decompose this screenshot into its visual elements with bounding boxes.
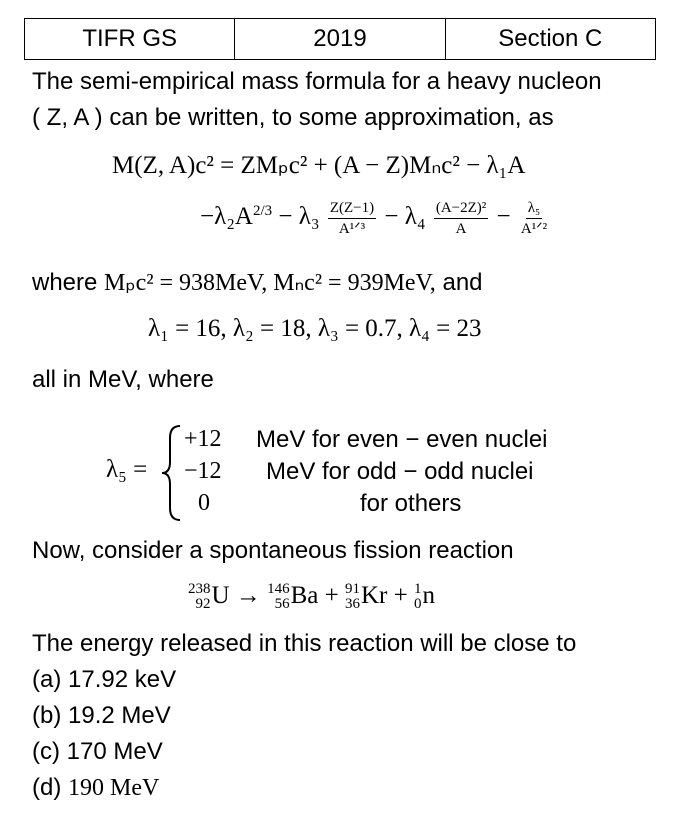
option-c-value: 170 MeV: [66, 738, 163, 765]
reaction-plus-2: +: [387, 582, 414, 609]
lambda5-case-3-desc: for others: [360, 490, 462, 517]
fraction-pairing-num: λ₅: [526, 200, 543, 219]
lambda5-case-2-desc: MeV for odd − odd nuclei: [266, 458, 534, 485]
units-line: all in MeV, where: [32, 366, 214, 393]
lambda5-case-1-value: +12: [184, 426, 222, 452]
uranium-indices: [188, 582, 211, 612]
intro-line-2: ( Z, A ) can be written, to some approximation, as: [32, 104, 554, 131]
question-text: The energy released in this reaction will be close to: [32, 630, 577, 657]
where-masses: Mₚc² = 938MeV, Mₙc² = 939MeV,: [104, 270, 436, 296]
neutron-mass-number: 1: [413, 581, 422, 598]
neutron-symbol: n: [422, 582, 435, 609]
uranium-mass-number: 238: [188, 581, 211, 598]
fission-intro: Now, consider a spontaneous fission reaction: [32, 537, 514, 564]
option-b: [32, 702, 171, 730]
formula-minus-l3: − λ₃: [272, 203, 320, 231]
left-brace-icon: [160, 424, 184, 522]
barium-indices: [267, 582, 290, 612]
fraction-asymmetry-den: A: [455, 220, 467, 237]
reaction-arrow: →: [229, 582, 268, 609]
lambda5-case-1-desc: MeV for even − even nuclei: [256, 426, 548, 453]
krypton-symbol: Kr: [360, 582, 388, 609]
header-table: [24, 18, 656, 60]
fraction-asymmetry-num: (A−2Z)²: [434, 200, 488, 219]
option-a: [32, 666, 176, 694]
fission-reaction: [188, 582, 435, 612]
fraction-asymmetry: [434, 200, 488, 237]
lambdas-line: λ₁ = 16, λ₂ = 18, λ₃ = 0.7, λ₄ = 23: [148, 315, 482, 342]
barium-mass-number: 146: [267, 581, 290, 598]
option-d-label: (d): [32, 774, 68, 801]
barium-atomic-number: 56: [274, 596, 290, 613]
formula-line-1: M(Z, A)c² = ZMₚc² + (A − Z)Mₙc² − λ₁A: [112, 152, 526, 179]
where-pre: where: [32, 269, 105, 296]
header-year: 2019: [235, 19, 445, 60]
krypton-atomic-number: 36: [344, 596, 360, 613]
option-a-label: (a): [32, 666, 68, 693]
lambda5-lhs: λ₅ =: [106, 456, 148, 483]
option-c: [32, 738, 163, 766]
krypton-indices: [345, 582, 360, 612]
reaction-plus-1: +: [318, 582, 345, 609]
barium-symbol: Ba: [290, 582, 319, 609]
option-b-label: (b): [32, 702, 68, 729]
neutron-atomic-number: 0: [413, 596, 422, 613]
formula-minus-l4: − λ₄: [384, 203, 426, 231]
fraction-pairing-den: A¹ᐟ²: [520, 220, 548, 237]
krypton-mass-number: 91: [344, 581, 360, 598]
option-c-label: (c): [32, 738, 67, 765]
option-d: [32, 774, 159, 802]
option-b-value: 19.2 MeV: [68, 702, 171, 729]
formula-term-a: −λ₂A: [200, 203, 253, 231]
intro-line-1: The semi-empirical mass formula for a heavy nucleon: [32, 68, 602, 95]
fraction-coulomb-num: Z(Z−1): [328, 200, 376, 219]
lambda5-case-2-value: −12: [184, 458, 222, 484]
where-post: and: [435, 269, 483, 296]
fraction-coulomb: [328, 200, 376, 237]
uranium-atomic-number: 92: [195, 596, 211, 613]
formula-term-a-exp: 2/3: [253, 202, 273, 219]
where-line: [32, 268, 483, 297]
uranium-symbol: U: [211, 582, 230, 609]
lambda5-case-3-value: 0: [198, 490, 210, 516]
neutron-indices: [414, 582, 422, 612]
header-section: Section C: [445, 19, 655, 60]
formula-minus: −: [496, 203, 517, 231]
option-d-value: 190 MeV: [68, 775, 160, 801]
fraction-coulomb-den: A¹ᐟ³: [338, 220, 366, 237]
option-a-value: 17.92 keV: [68, 666, 177, 693]
formula-line-2: [200, 200, 551, 237]
header-exam: TIFR GS: [25, 19, 235, 60]
fraction-pairing: [519, 200, 549, 237]
